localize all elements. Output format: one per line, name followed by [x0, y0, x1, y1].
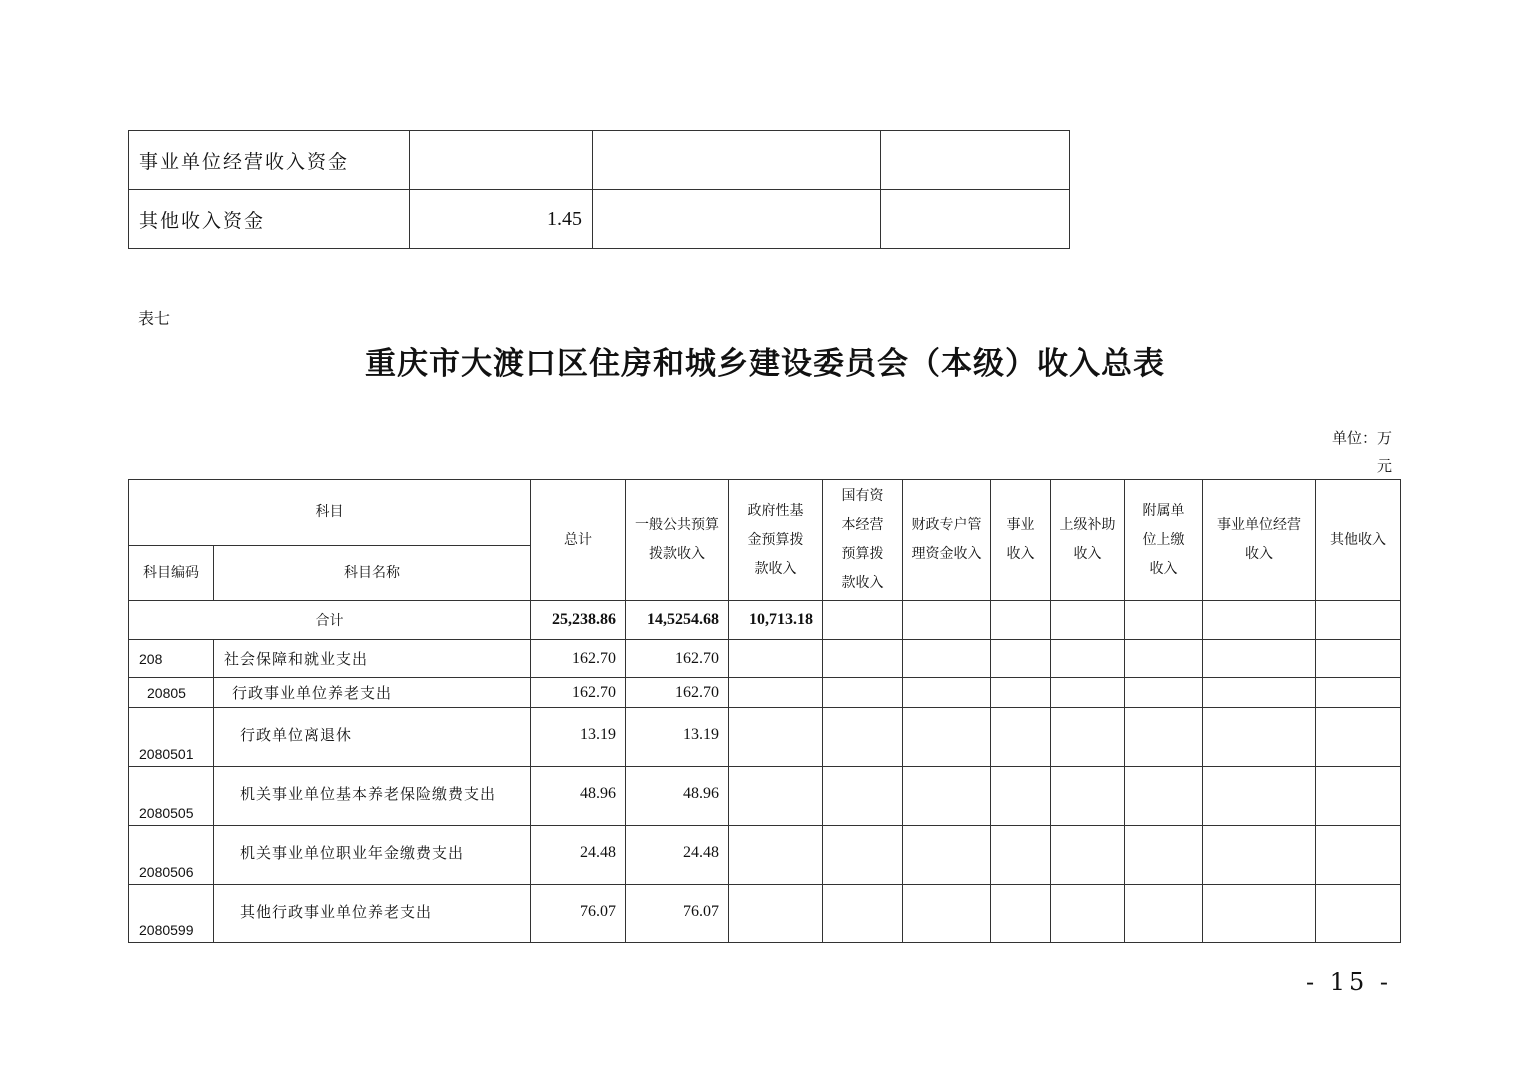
totals-row	[129, 601, 1401, 640]
table-row	[129, 885, 1401, 943]
totals-gov-fund: 10,713.18	[729, 601, 823, 640]
totals-label: 合计	[129, 601, 531, 640]
empty-cell	[593, 131, 881, 190]
row-name: 行政事业单位养老支出	[214, 678, 531, 708]
row-general: 24.48	[626, 826, 729, 885]
table-row	[129, 767, 1401, 826]
row-code: 20805	[129, 678, 214, 708]
page-title: 重庆市大渡口区住房和城乡建设委员会（本级）收入总表	[365, 346, 1165, 382]
row-name: 机关事业单位职业年金缴费支出	[214, 826, 531, 885]
page-number: - 15 -	[1306, 968, 1393, 996]
row-general: 162.70	[626, 640, 729, 678]
row-general: 76.07	[626, 885, 729, 943]
table-row	[129, 708, 1401, 767]
row-code: 2080505	[129, 767, 214, 826]
continued-table	[128, 130, 1070, 249]
empty-cell	[881, 190, 1070, 249]
header-state-capital: 国有资本经营预算拨款收入	[823, 480, 903, 601]
unit-label: 单位：万元	[1331, 429, 1392, 475]
row-value: 1.45	[410, 190, 593, 249]
table-row	[129, 678, 1401, 708]
row-name: 机关事业单位基本养老保险缴费支出	[214, 767, 531, 826]
income-table	[128, 479, 1401, 943]
row-general: 48.96	[626, 767, 729, 826]
totals-general: 14,5254.68	[626, 601, 729, 640]
row-total: 162.70	[531, 678, 626, 708]
row-general: 162.70	[626, 678, 729, 708]
header-general-budget: 一般公共预算拨款收入	[626, 480, 729, 601]
table-number: 表七	[138, 309, 171, 328]
header-row	[129, 480, 1401, 546]
row-name: 社会保障和就业支出	[214, 640, 531, 678]
header-fiscal-special: 财政专户管理资金收入	[903, 480, 991, 601]
row-total: 24.48	[531, 826, 626, 885]
header-name: 科目名称	[214, 546, 531, 601]
row-code: 2080501	[129, 708, 214, 767]
table-row	[129, 190, 1070, 249]
row-name: 其他行政事业单位养老支出	[214, 885, 531, 943]
table-row	[129, 131, 1070, 190]
header-other-income: 其他收入	[1316, 480, 1401, 601]
header-affiliated-income: 附属单位上缴收入	[1125, 480, 1203, 601]
header-subsidy-income: 上级补助收入	[1051, 480, 1125, 601]
header-total: 总计	[531, 480, 626, 601]
row-total: 162.70	[531, 640, 626, 678]
header-business-income: 事业收入	[991, 480, 1051, 601]
empty-cell	[881, 131, 1070, 190]
totals-total: 25,238.86	[531, 601, 626, 640]
table-row	[129, 640, 1401, 678]
row-total: 48.96	[531, 767, 626, 826]
row-general: 13.19	[626, 708, 729, 767]
row-total: 76.07	[531, 885, 626, 943]
header-operating-income: 事业单位经营收入	[1203, 480, 1316, 601]
row-code: 2080599	[129, 885, 214, 943]
row-total: 13.19	[531, 708, 626, 767]
row-name: 行政单位离退休	[214, 708, 531, 767]
empty-cell	[593, 190, 881, 249]
row-label: 事业单位经营收入资金	[129, 131, 410, 190]
row-code: 208	[129, 640, 214, 678]
table-row	[129, 826, 1401, 885]
row-value	[410, 131, 593, 190]
row-code: 2080506	[129, 826, 214, 885]
header-code: 科目编码	[129, 546, 214, 601]
row-label: 其他收入资金	[129, 190, 410, 249]
header-gov-fund: 政府性基金预算拨款收入	[729, 480, 823, 601]
header-subject: 科目	[129, 480, 531, 546]
